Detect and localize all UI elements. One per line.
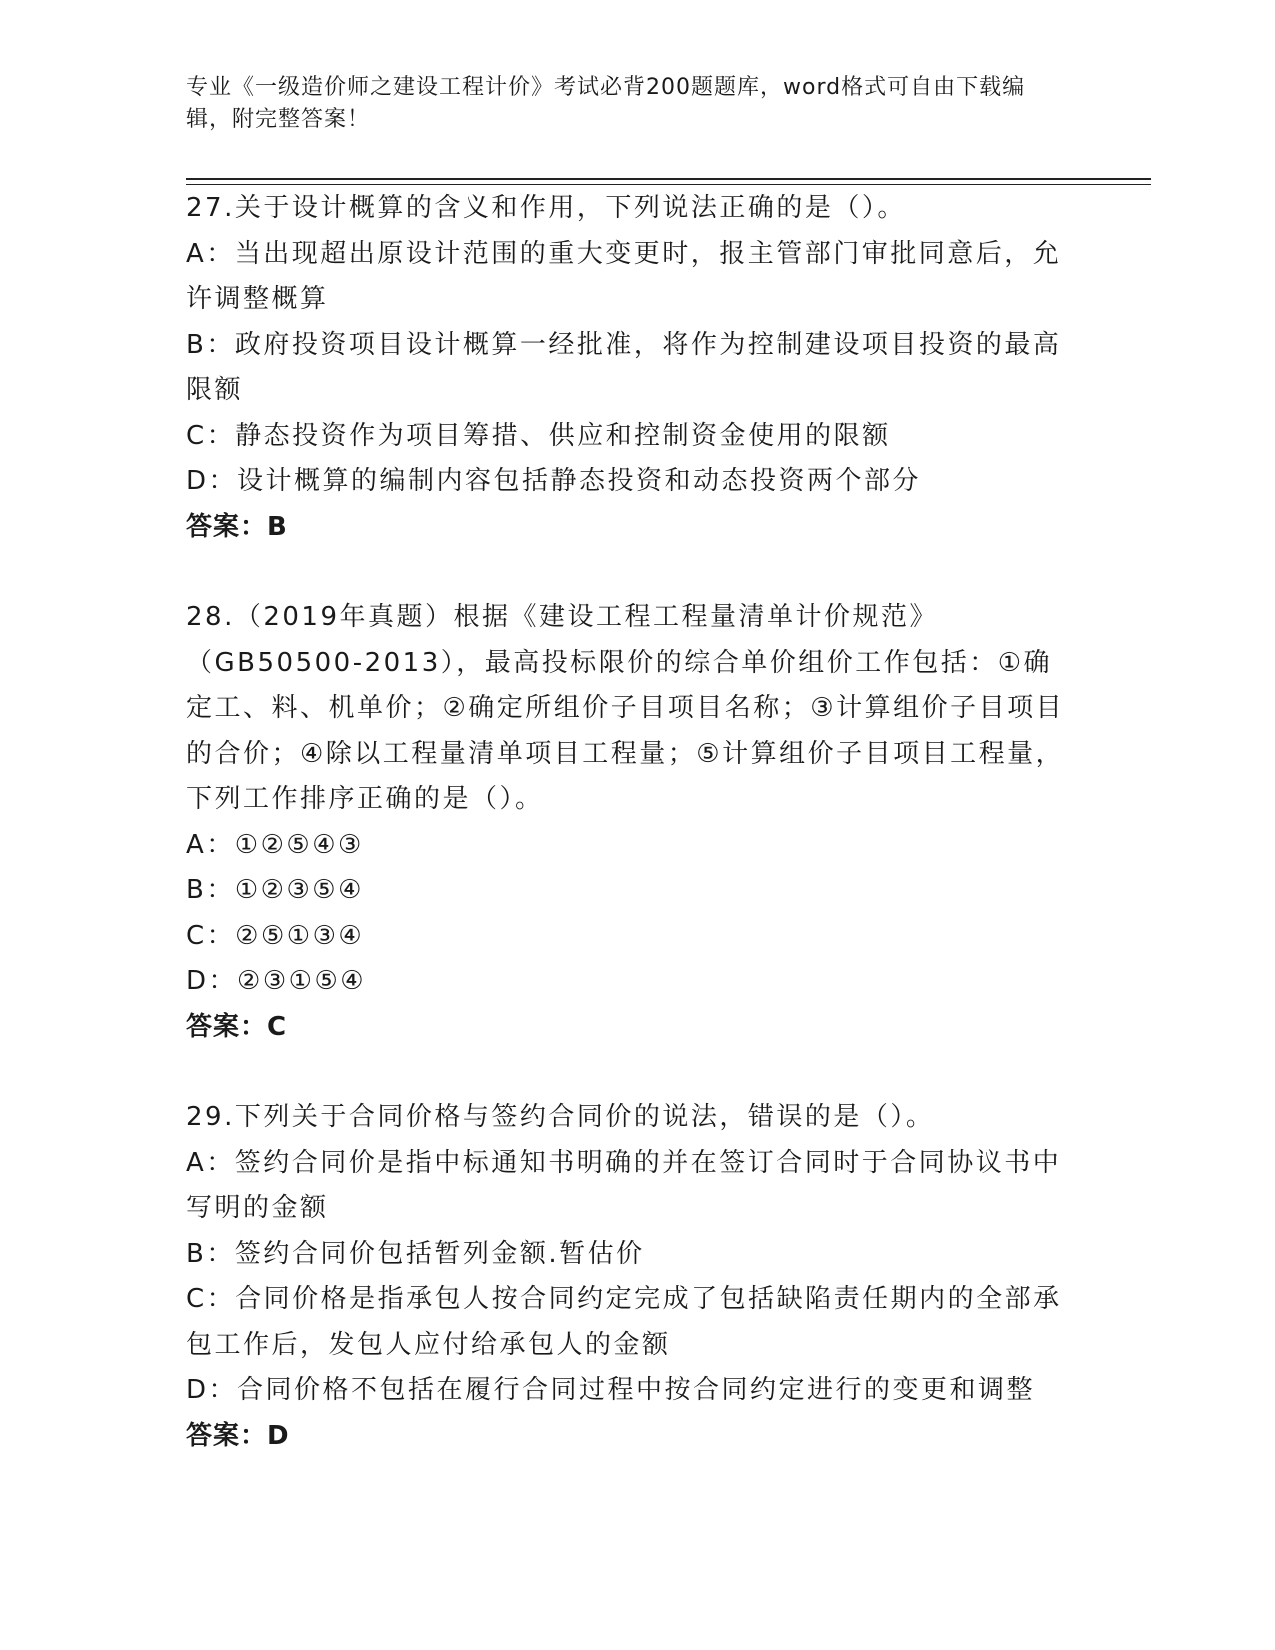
option-c: C：合同价格是指承包人按合同约定完成了包括缺陷责任期内的全部承包工作后，发包人应付给承包人的金额: [186, 1284, 1062, 1360]
page-header: 专业《一级造价师之建设工程计价》考试必背200题题库，word格式可自由下载编辑，附完整答案！: [186, 75, 1026, 132]
option-d: D：②③①⑤④: [186, 966, 367, 996]
answer: 答案：C: [186, 1011, 288, 1042]
option-a: A：签约合同价是指中标通知书明确的并在签订合同时于合同协议书中写明的金额: [186, 1147, 1062, 1223]
header-divider: [186, 178, 1151, 185]
question-stem: 29.下列关于合同价格与签约合同价的说法，错误的是（）。: [186, 1102, 935, 1132]
question-list: [186, 186, 1076, 1504]
option-b: B：签约合同价包括暂列金额.暂估价: [186, 1238, 645, 1269]
option-b: B：政府投资项目设计概算一经批准，将作为控制建设项目投资的最高限额: [186, 329, 1062, 405]
question-28: [186, 595, 1076, 1050]
option-d: D：合同价格不包括在履行合同过程中按合同约定进行的变更和调整: [186, 1375, 1036, 1405]
question-27: [186, 186, 1076, 550]
option-c: C：静态投资作为项目筹措、供应和控制资金使用的限额: [186, 420, 891, 451]
answer: 答案：B: [186, 511, 288, 542]
option-c: C：②⑤①③④: [186, 920, 365, 951]
question-stem: 28.（2019年真题）根据《建设工程工程量清单计价规范》（GB50500-2013），最高投标限价的综合单价组价工作包括：①确定工、料、机单价；②确定所组价子目项目名称；③计算组价子目项目的合价；④除以工程量清单项目工程量；⑤计算组价子目项目工程量，下列工作排序正确的是（）。: [186, 602, 1065, 814]
answer: 答案：D: [186, 1420, 290, 1451]
option-b: B：①②③⑤④: [186, 875, 364, 905]
option-a: A：①②⑤④③: [186, 829, 364, 860]
option-a: A：当出现超出原设计范围的重大变更时，报主管部门审批同意后，允许调整概算: [186, 238, 1062, 314]
question-stem: 27.关于设计概算的含义和作用，下列说法正确的是（）。: [186, 193, 906, 223]
question-29: [186, 1095, 1076, 1459]
option-d: D：设计概算的编制内容包括静态投资和动态投资两个部分: [186, 466, 922, 496]
